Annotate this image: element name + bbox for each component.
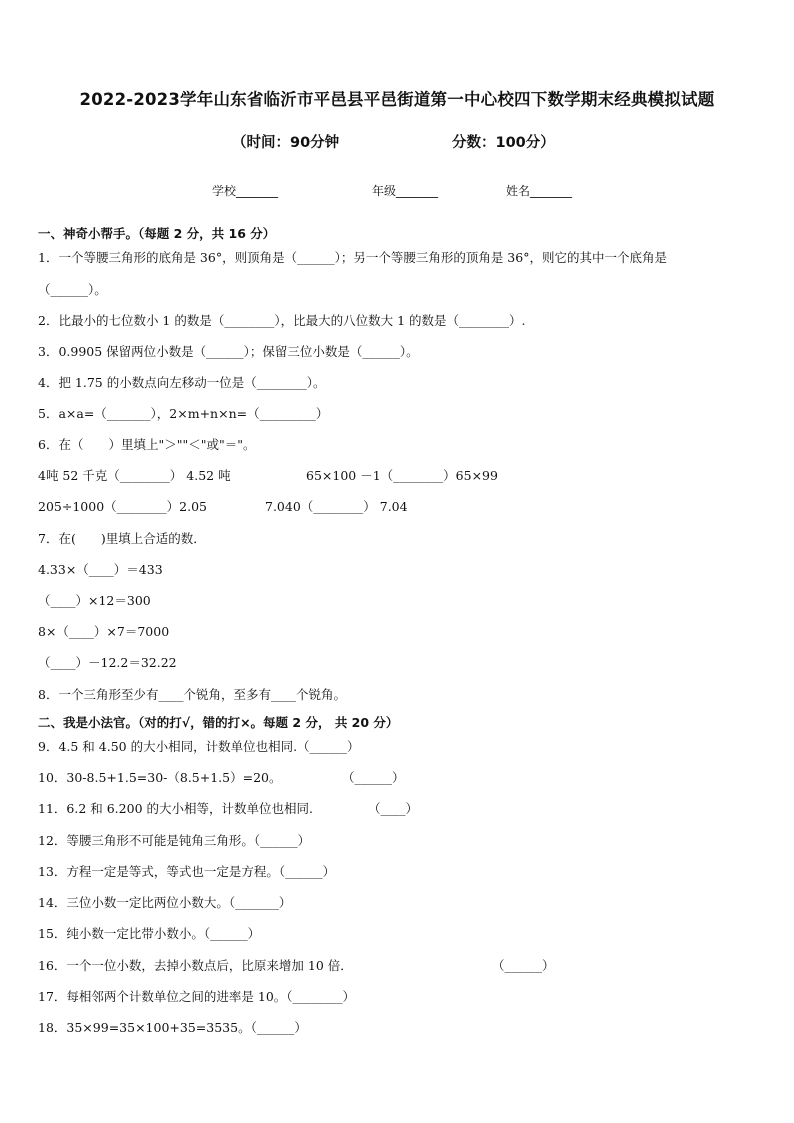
question-line: 8．一个三角形至少有____个锐角，至多有____个锐角。 xyxy=(38,687,346,702)
question-line: （____）－12.2＝32.22 xyxy=(38,655,177,670)
question-line: 18．35×99=35×100+35=3535。（______） xyxy=(38,1020,307,1035)
question-line: 10．30-8.5+1.5=30-（8.5+1.5）=20。 xyxy=(38,770,282,785)
page-title: 2022-2023学年山东省临沂市平邑县平邑街道第一中心校四下数学期末经典模拟试题 xyxy=(79,90,715,109)
grade-field[interactable]: 年级_______ xyxy=(372,184,439,198)
name-field[interactable]: 姓名_______ xyxy=(506,184,573,198)
answer-blank[interactable]: （____） xyxy=(368,801,419,816)
section-heading: 二、我是小法官。（对的打√，错的打×。每题 2 分， 共 20 分） xyxy=(38,715,399,730)
question-line: 14．三位小数一定比两位小数大。（_______） xyxy=(38,895,292,910)
question-line: 17．每相邻两个计数单位之间的进率是 10。（________） xyxy=(38,989,356,1004)
question-line: 11．6.2 和 6.200 的大小相等，计数单位也相同. xyxy=(38,801,313,816)
question-line: 205÷1000（________）2.05 xyxy=(38,499,207,514)
question-line: 4．把 1.75 的小数点向左移动一位是（________）。 xyxy=(38,375,326,390)
exam-score: 分数：100分） xyxy=(452,135,555,151)
question-line: 4.33×（____）＝433 xyxy=(38,562,163,577)
question-line: 12．等腰三角形不可能是钝角三角形。（______） xyxy=(38,833,311,848)
question-line: 65×100 －1（________）65×99 xyxy=(306,468,498,483)
question-line: 16．一个一位小数，去掉小数点后，比原来增加 10 倍． xyxy=(38,958,353,973)
section-heading: 一、神奇小帮手。（每题 2 分，共 16 分） xyxy=(38,226,276,241)
question-line: 5．a×a=（_______），2×m+n×n=（_________） xyxy=(38,406,329,421)
exam-time: （时间：90分钟 xyxy=(232,135,340,151)
question-line: 4吨 52 千克（________） 4.52 吨 xyxy=(38,468,231,483)
answer-blank[interactable]: （______） xyxy=(492,958,555,973)
answer-blank[interactable]: （______） xyxy=(342,770,405,785)
question-line: 15．纯小数一定比带小数小。（______） xyxy=(38,926,261,941)
question-line: 7.040（________） 7.04 xyxy=(265,499,408,514)
question-line: （______）。 xyxy=(38,282,107,297)
question-line: 3．0.9905 保留两位小数是（______）；保留三位小数是（______）。 xyxy=(38,344,419,359)
question-line: 2．比最小的七位数小 1 的数是（________），比最大的八位数大 1 的数是（________）. xyxy=(38,313,526,328)
question-line: 9．4.5 和 4.50 的大小相同，计数单位也相同.（______） xyxy=(38,739,360,754)
question-line: 6．在（ ）里填上"＞""＜"或"＝"。 xyxy=(38,437,256,452)
question-line: （____）×12＝300 xyxy=(38,593,151,608)
question-line: 1．一个等腰三角形的底角是 36°，则顶角是（______）；另一个等腰三角形的顶角是 36°，则它的其中一个底角是 xyxy=(38,250,667,265)
question-line: 7．在( )里填上合适的数． xyxy=(38,531,206,546)
question-line: 8×（____）×7＝7000 xyxy=(38,624,170,639)
school-field[interactable]: 学校_______ xyxy=(212,184,279,198)
question-line: 13．方程一定是等式，等式也一定是方程。（______） xyxy=(38,864,336,879)
